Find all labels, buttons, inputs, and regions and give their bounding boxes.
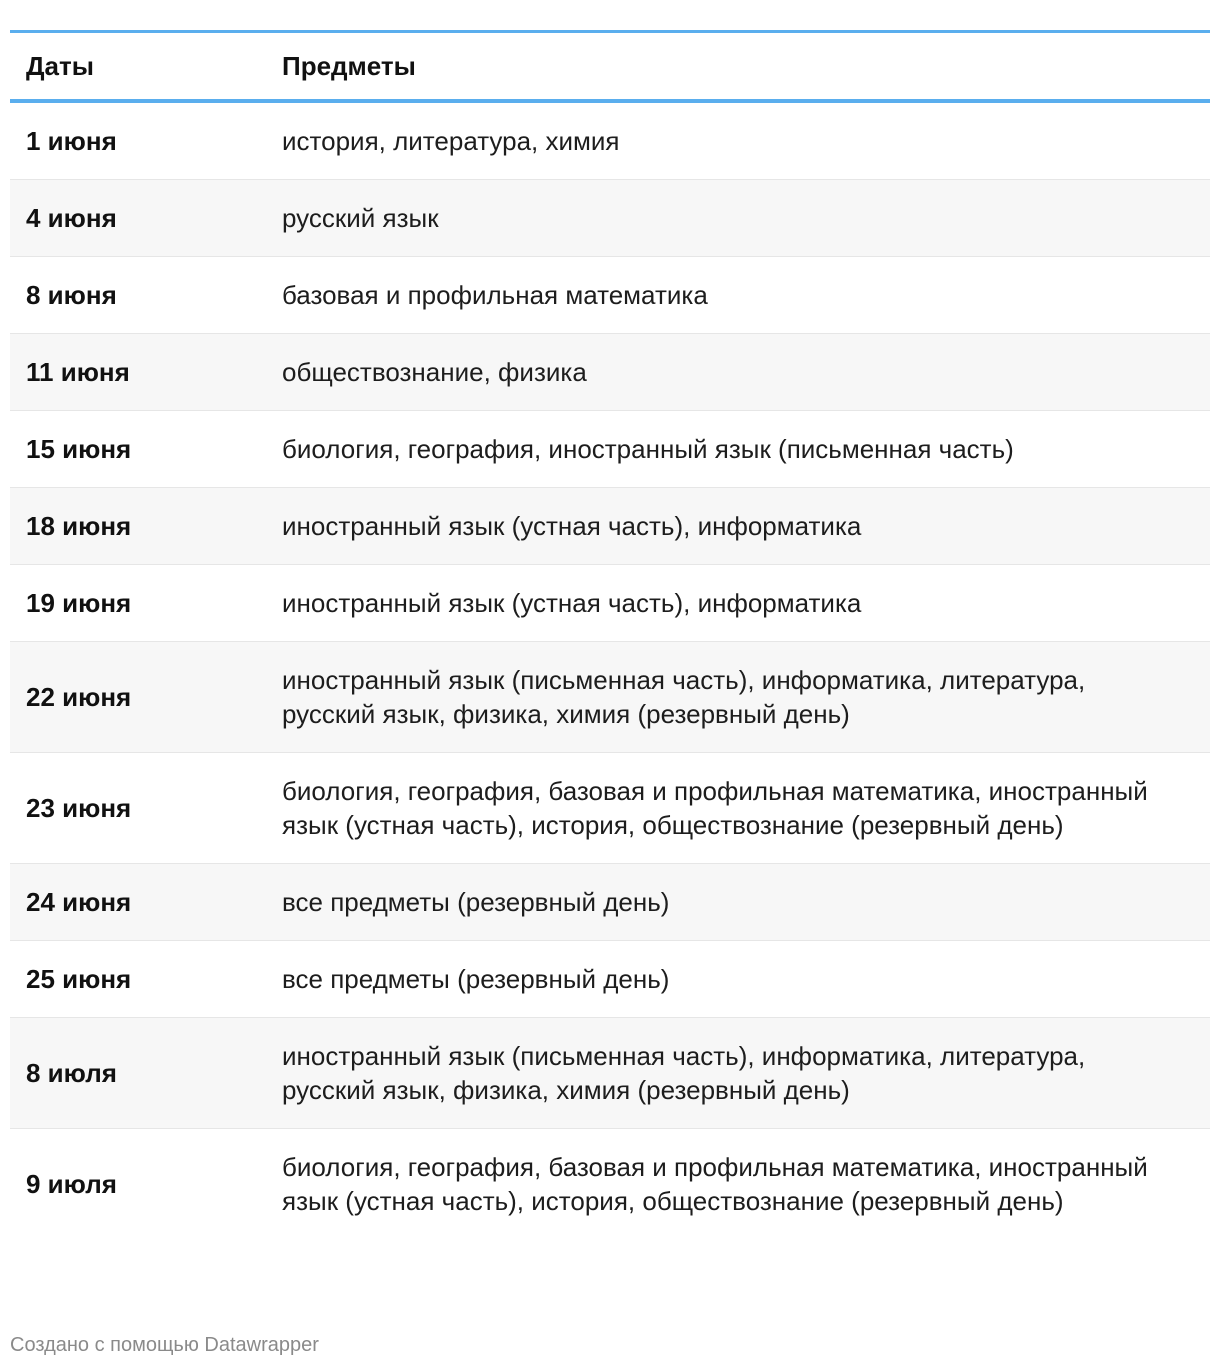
- table-row: [10, 180, 1210, 257]
- table-row: [10, 1018, 1210, 1129]
- row-subjects: иностранный язык (письменная часть), информатика, литература, русский язык, физика, химия (резервный день): [282, 1041, 1086, 1105]
- row-subjects: биология, география, базовая и профильная математика, иностранный язык (устная часть), история, обществознание (резервный день): [282, 776, 1148, 840]
- row-subjects: базовая и профильная математика: [282, 280, 708, 310]
- table-row: [10, 411, 1210, 488]
- row-subjects: иностранный язык (письменная часть), информатика, литература, русский язык, физика, химия (резервный день): [282, 665, 1086, 729]
- table-row: [10, 565, 1210, 642]
- column-header-dates[interactable]: Даты: [26, 50, 94, 81]
- table-header: [10, 32, 1210, 102]
- row-subjects: история, литература, химия: [282, 126, 620, 156]
- row-subjects: русский язык: [282, 203, 439, 233]
- table-row: [10, 642, 1210, 753]
- table-row: [10, 101, 1210, 180]
- table-header-row: [10, 32, 1210, 102]
- table-row: [10, 864, 1210, 941]
- row-subjects: обществознание, физика: [282, 357, 587, 387]
- table-row: [10, 1129, 1210, 1240]
- row-subjects: биология, география, базовая и профильная математика, иностранный язык (устная часть), история, обществознание (резервный день): [282, 1152, 1148, 1216]
- row-date: 11 июня: [26, 357, 130, 387]
- column-header-subjects[interactable]: Предметы: [282, 50, 416, 81]
- schedule-table-container: [10, 30, 1210, 1239]
- row-date: 8 июля: [26, 1058, 117, 1088]
- row-subjects: иностранный язык (устная часть), информатика: [282, 588, 862, 618]
- row-subjects: иностранный язык (устная часть), информатика: [282, 511, 862, 541]
- row-date: 4 июня: [26, 203, 117, 233]
- row-date: 8 июня: [26, 280, 117, 310]
- row-date: 23 июня: [26, 793, 132, 823]
- row-subjects: все предметы (резервный день): [282, 964, 670, 994]
- row-subjects: все предметы (резервный день): [282, 887, 670, 917]
- row-date: 9 июля: [26, 1169, 117, 1199]
- table-row: [10, 941, 1210, 1018]
- row-subjects: биология, география, иностранный язык (письменная часть): [282, 434, 1014, 464]
- row-date: 1 июня: [26, 126, 117, 156]
- table-row: [10, 488, 1210, 565]
- row-date: 25 июня: [26, 964, 132, 994]
- exam-schedule-table: [10, 30, 1210, 1239]
- row-date: 18 июня: [26, 511, 132, 541]
- row-date: 15 июня: [26, 434, 132, 464]
- row-date: 19 июня: [26, 588, 132, 618]
- table-row: [10, 257, 1210, 334]
- table-row: [10, 753, 1210, 864]
- datawrapper-credit-link[interactable]: Создано с помощью Datawrapper: [10, 1334, 319, 1356]
- table-row: [10, 334, 1210, 411]
- row-date: 24 июня: [26, 887, 132, 917]
- row-date: 22 июня: [26, 682, 132, 712]
- table-body: [10, 101, 1210, 1239]
